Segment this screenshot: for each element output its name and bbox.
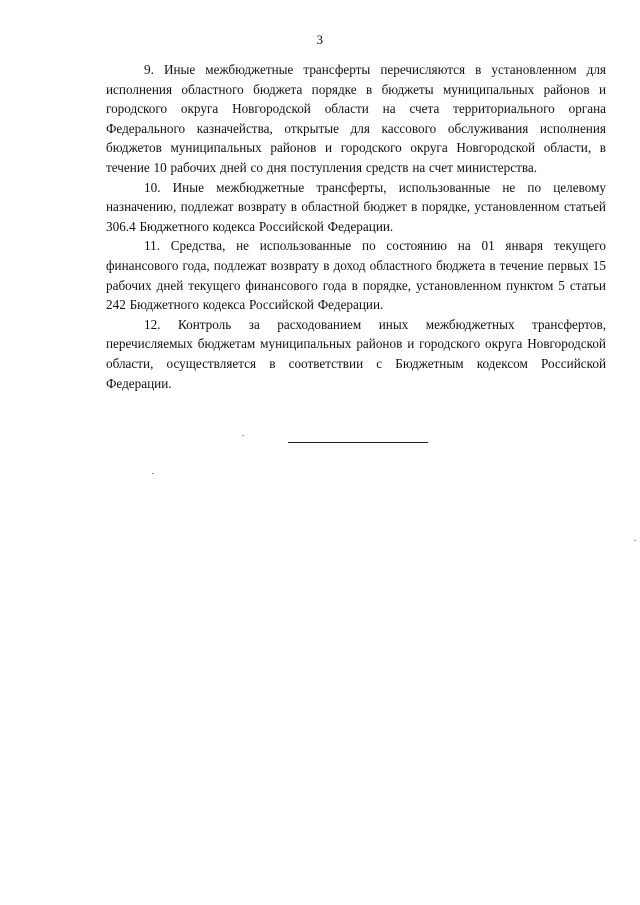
scan-speck <box>634 540 636 541</box>
closing-divider-line <box>288 442 428 443</box>
scan-speck <box>242 435 244 436</box>
paragraph-9: 9. Иные межбюджетные трансферты перечисляются в установленном для исполнения областного бюджета порядке в бюджеты муниципальных районов и городского округа Новгородской области на счета территориального органа Федерального казначейства, открытые для кассового обслуживания исполнения бюджетов муниципальных районов и городского округа Новгородской области, в течение 10 рабочих дней со дня поступления средств на счет министерства. <box>106 62 606 175</box>
scan-speck <box>152 473 154 474</box>
page-number: 3 <box>316 32 324 47</box>
paragraph-10: 10. Иные межбюджетные трансферты, использованные не по целевому назначению, подлежат возврату в областной бюджет в порядке, установленном статьей 306.4 Бюджетного кодекса Российской Федерации. <box>106 179 606 234</box>
paragraph-11: 11. Средства, не использованные по состоянию на 01 января текущего финансового года, подлежат возврату в доход областного бюджета в течение первых 15 рабочих дней текущего финансового года в порядке, установленном пунктом 5 статьи 242 Бюджетного кодекса Российской Федерации. <box>106 238 606 313</box>
paragraph-12: 12. Контроль за расходованием иных межбюджетных трансфертов, перечисляемых бюджетам муниципальных районов и городского округа Новгородской области, осуществляется в соответствии с Бюджетным кодексом Российской Федерации. <box>106 316 606 391</box>
document-body <box>106 60 606 393</box>
